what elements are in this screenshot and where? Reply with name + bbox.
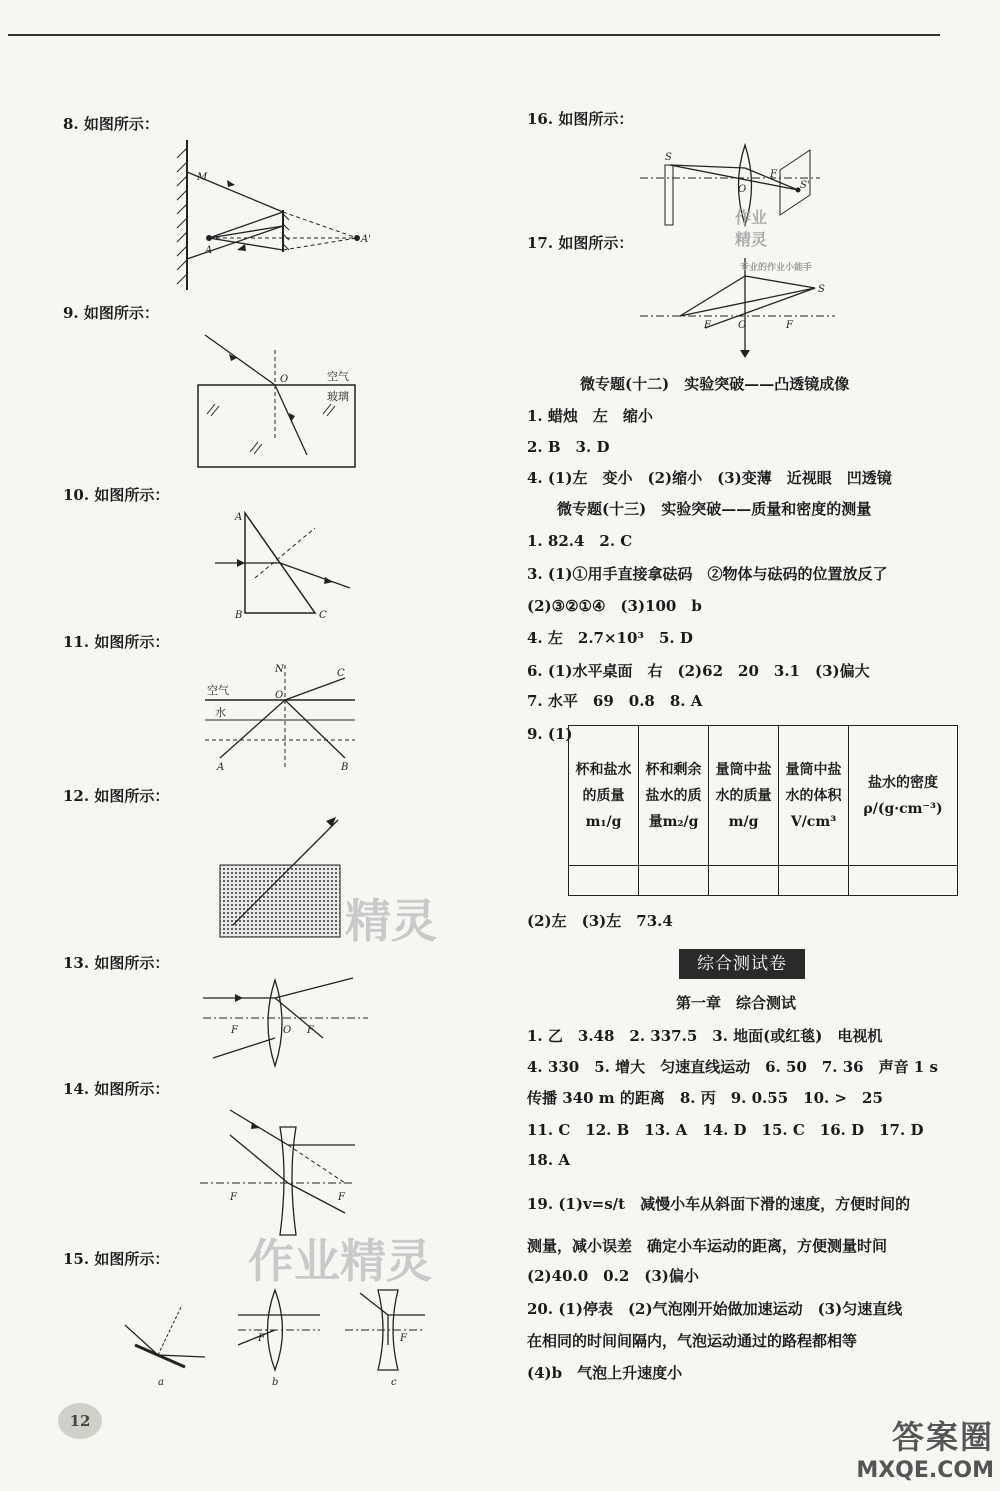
svg-text:O: O bbox=[738, 184, 747, 195]
s12-answer-2: 2. B 3. D bbox=[527, 438, 610, 456]
page-number: 12 bbox=[58, 1403, 102, 1439]
ch-answer-6: 19. (1)v=s/t 减慢小车从斜面下滑的速度，方便时间的 bbox=[527, 1195, 911, 1213]
svg-text:A': A' bbox=[361, 234, 371, 245]
table-cell bbox=[779, 866, 849, 896]
svg-text:O: O bbox=[738, 320, 747, 331]
table-cell bbox=[709, 866, 779, 896]
fig16-lens-screen bbox=[640, 140, 825, 230]
svg-text:a: a bbox=[158, 1377, 164, 1388]
corner-logo-bottom: MXQE.COM bbox=[856, 1458, 994, 1483]
table-cell bbox=[569, 866, 639, 896]
s13-answer-5: 6. (1)水平桌面 右 (2)62 20 3.1 (3)偏大 bbox=[527, 662, 870, 680]
svg-text:O: O bbox=[283, 1025, 292, 1036]
q11-label: 11. 如图所示： bbox=[63, 633, 170, 651]
svg-text:空气: 空气 bbox=[327, 370, 349, 383]
watermark-4: 作业精灵 bbox=[248, 1234, 432, 1288]
section12-title: 微专题(十二) 实验突破——凸透镜成像 bbox=[580, 375, 850, 393]
svg-text:b: b bbox=[272, 1377, 279, 1388]
svg-text:S': S' bbox=[800, 180, 810, 191]
ch-answer-1: 1. 乙 3.48 2. 337.5 3. 地面(或红毯) 电视机 bbox=[527, 1027, 883, 1045]
q12-label: 12. 如图所示： bbox=[63, 787, 170, 805]
svg-text:O: O bbox=[280, 374, 289, 385]
svg-text:F: F bbox=[231, 1025, 238, 1036]
s12-answer-3: 4. (1)左 变小 (2)缩小 (3)变薄 近视眼 凹透镜 bbox=[527, 469, 892, 487]
ch-answer-3: 传播 340 m 的距离 8. 丙 9. 0.55 10. > 25 bbox=[527, 1089, 883, 1107]
table-cell bbox=[639, 866, 709, 896]
svg-text:N: N bbox=[275, 664, 284, 675]
table-header-cell: 盐水的密度ρ/(g·cm⁻³) bbox=[849, 726, 958, 866]
svg-text:F: F bbox=[307, 1025, 314, 1036]
svg-text:水: 水 bbox=[215, 706, 226, 719]
q15-label: 15. 如图所示： bbox=[63, 1250, 170, 1268]
measurement-table bbox=[568, 725, 958, 896]
ch-answer-8: (2)40.0 0.2 (3)偏小 bbox=[527, 1267, 699, 1285]
svg-text:F: F bbox=[770, 169, 777, 180]
s13-answer-2: 3. (1)①用手直接拿砝码 ②物体与砝码的位置放反了 bbox=[527, 565, 888, 583]
svg-text:F: F bbox=[258, 1333, 265, 1344]
watermark-stamp: 专业的作业小能手 bbox=[740, 263, 813, 273]
svg-text:F: F bbox=[704, 320, 711, 331]
fig17-lens-diagram bbox=[640, 258, 840, 363]
svg-text:A: A bbox=[235, 512, 243, 523]
q9-label: 9. 如图所示： bbox=[63, 304, 159, 322]
chapter-title: 第一章 综合测试 bbox=[676, 994, 797, 1012]
s13-answer-6: 7. 水平 69 0.8 8. A bbox=[527, 692, 703, 710]
fig15-three-diagrams bbox=[120, 1285, 430, 1390]
svg-text:空气: 空气 bbox=[207, 684, 229, 697]
fig12-hatched-diagram bbox=[218, 815, 343, 940]
q10-label: 10. 如图所示： bbox=[63, 486, 170, 504]
watermark-1: 作业 bbox=[735, 208, 768, 227]
fig10-prism-diagram bbox=[215, 508, 365, 623]
svg-text:c: c bbox=[391, 1377, 397, 1388]
fig13-convex-lens bbox=[203, 978, 373, 1073]
fig9-refraction-diagram bbox=[195, 330, 365, 470]
ch-answer-4: 11. C 12. B 13. A 14. D 15. C 16. D 17. D bbox=[527, 1121, 924, 1139]
ch-answer-5: 18. A bbox=[527, 1151, 570, 1169]
svg-text:B: B bbox=[235, 610, 243, 621]
q13-label: 13. 如图所示： bbox=[63, 954, 170, 972]
svg-text:F: F bbox=[230, 1192, 237, 1203]
table-header-cell: 杯和剩余盐水的质量m₂/g bbox=[639, 726, 709, 866]
table-header-cell: 量筒中盐水的质量m/g bbox=[709, 726, 779, 866]
s13-answer-3: (2)③②①④ (3)100 b bbox=[527, 597, 702, 615]
ch-answer-2: 4. 330 5. 增大 匀速直线运动 6. 50 7. 36 声音 1 s bbox=[527, 1058, 938, 1076]
ch-answer-9: 20. (1)停表 (2)气泡刚开始做加速运动 (3)匀速直线 bbox=[527, 1300, 903, 1318]
svg-text:S: S bbox=[818, 284, 825, 295]
table-header-cell: 量筒中盐水的体积V/cm³ bbox=[779, 726, 849, 866]
svg-text:O: O bbox=[275, 690, 284, 701]
fig11-water-diagram bbox=[205, 660, 370, 775]
svg-text:C: C bbox=[319, 610, 327, 621]
section13-title: 微专题(十三) 实验突破——质量和密度的测量 bbox=[557, 500, 872, 518]
q16-label: 16. 如图所示： bbox=[527, 110, 634, 128]
top-rule bbox=[8, 34, 940, 36]
svg-text:A: A bbox=[205, 245, 213, 256]
q14-label: 14. 如图所示： bbox=[63, 1080, 170, 1098]
table-header-cell: 杯和盐水的质量m₁/g bbox=[569, 726, 639, 866]
s12-answer-1: 1. 蜡烛 左 缩小 bbox=[527, 407, 653, 425]
svg-text:C: C bbox=[337, 668, 345, 679]
svg-text:B: B bbox=[341, 762, 349, 773]
q8-label: 8. 如图所示： bbox=[63, 115, 159, 133]
watermark-2: 精灵 bbox=[735, 230, 768, 249]
svg-text:M: M bbox=[197, 172, 208, 183]
svg-text:S: S bbox=[665, 152, 672, 163]
fig8-mirror-diagram bbox=[175, 140, 375, 295]
s13-answer-1: 1. 82.4 2. C bbox=[527, 532, 633, 550]
ch-answer-7: 测量，减小误差 确定小车运动的距离，方便测量时间 bbox=[527, 1237, 888, 1255]
s13-answer-4: 4. 左 2.7×10³ 5. D bbox=[527, 629, 693, 647]
svg-text:玻璃: 玻璃 bbox=[327, 390, 349, 403]
fig14-concave-lens bbox=[200, 1105, 360, 1240]
corner-logo bbox=[856, 1412, 994, 1483]
svg-text:A: A bbox=[217, 762, 225, 773]
q9-prefix: 9. (1) bbox=[527, 725, 573, 743]
svg-text:F: F bbox=[400, 1333, 407, 1344]
test-banner: 综合测试卷 bbox=[679, 949, 805, 979]
svg-text:F: F bbox=[786, 320, 793, 331]
watermark-3: 精灵 bbox=[345, 894, 437, 948]
corner-logo-top: 答案圈 bbox=[891, 1418, 994, 1456]
svg-text:F: F bbox=[338, 1192, 345, 1203]
table-cell bbox=[849, 866, 958, 896]
q17-label: 17. 如图所示： bbox=[527, 234, 634, 252]
ch-answer-11: (4)b 气泡上升速度小 bbox=[527, 1364, 683, 1382]
ch-answer-10: 在相同的时间间隔内，气泡运动通过的路程都相等 bbox=[527, 1332, 858, 1350]
q9-part2: (2)左 (3)左 73.4 bbox=[527, 912, 673, 930]
